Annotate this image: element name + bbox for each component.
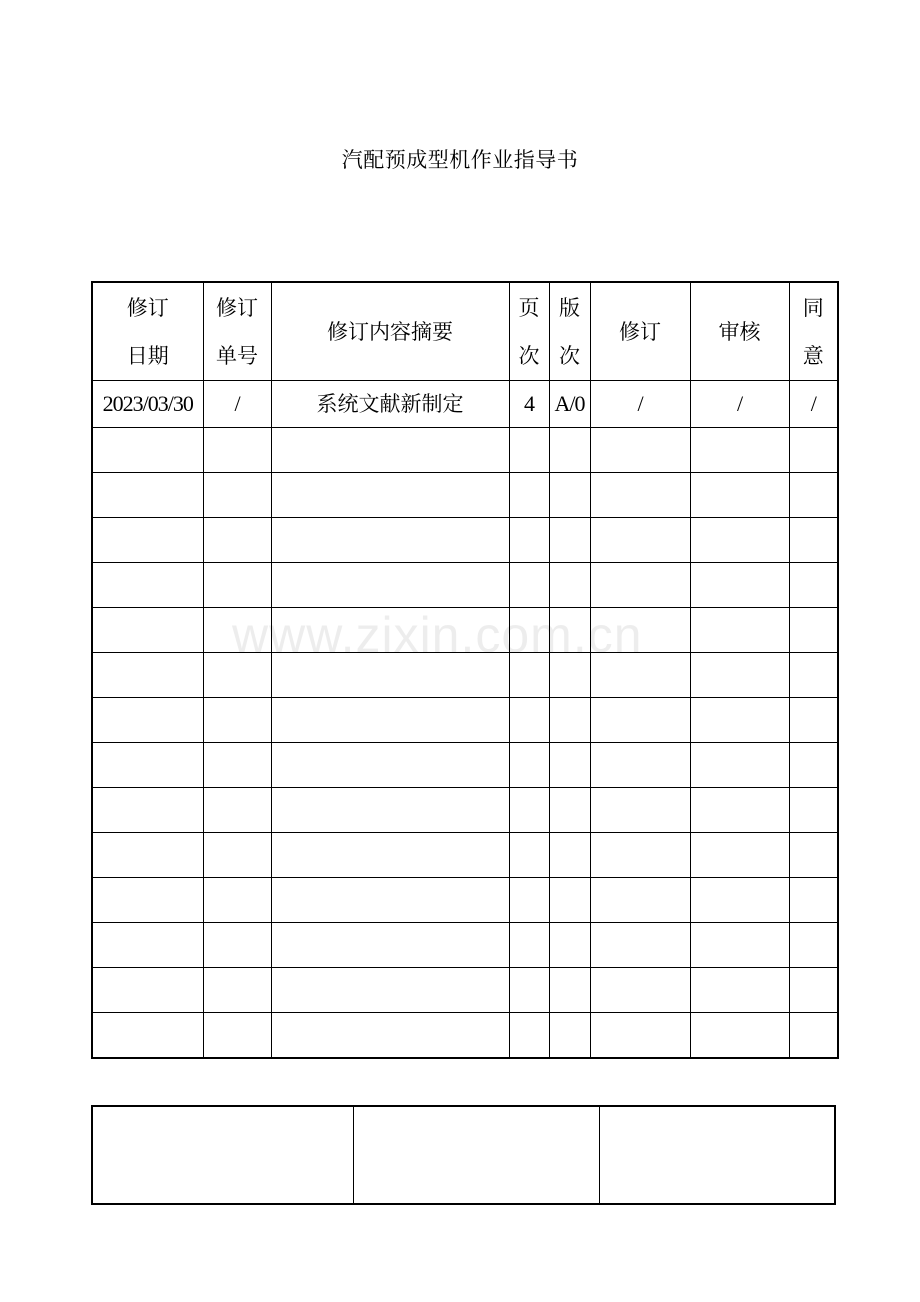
table-cell <box>271 788 509 833</box>
table-cell <box>509 923 549 968</box>
table-cell <box>92 518 203 563</box>
signature-row <box>92 1106 835 1204</box>
table-cell <box>509 878 549 923</box>
table-cell <box>590 833 690 878</box>
table-cell <box>92 878 203 923</box>
table-cell <box>590 563 690 608</box>
table-cell <box>271 698 509 743</box>
table-cell <box>203 788 271 833</box>
column-header <box>789 282 838 381</box>
table-cell <box>690 518 789 563</box>
table-cell <box>92 833 203 878</box>
table-cell <box>203 968 271 1013</box>
table-cell <box>690 563 789 608</box>
table-cell <box>690 878 789 923</box>
table-cell <box>271 878 509 923</box>
table-cell <box>203 1013 271 1059</box>
table-cell <box>789 788 838 833</box>
column-header <box>690 282 789 381</box>
table-cell <box>549 833 590 878</box>
column-header-line: 页 <box>518 295 540 320</box>
table-cell <box>549 473 590 518</box>
watermark: www.zixin.com.cn <box>232 607 643 663</box>
table-cell <box>590 608 690 653</box>
table-row <box>92 381 838 428</box>
table-cell <box>203 473 271 518</box>
table-cell <box>549 743 590 788</box>
table-cell: / <box>203 381 271 428</box>
table-cell <box>690 923 789 968</box>
table-cell <box>509 428 549 473</box>
table-cell <box>509 518 549 563</box>
table-cell <box>590 743 690 788</box>
table-cell <box>789 1013 838 1059</box>
table-cell <box>789 923 838 968</box>
table-cell <box>271 473 509 518</box>
table-cell <box>690 833 789 878</box>
table-cell <box>509 833 549 878</box>
table-cell <box>549 563 590 608</box>
table-cell <box>92 563 203 608</box>
table-row <box>92 608 838 653</box>
table-cell <box>789 833 838 878</box>
table-cell <box>203 923 271 968</box>
table-row <box>92 833 838 878</box>
table-cell: A/0 <box>549 381 590 428</box>
table-cell <box>789 968 838 1013</box>
table-cell <box>590 698 690 743</box>
table-cell <box>509 608 549 653</box>
signature-cell <box>599 1106 835 1204</box>
table-row <box>92 1013 838 1059</box>
column-header <box>549 282 590 381</box>
table-cell <box>549 878 590 923</box>
table-cell <box>789 653 838 698</box>
table-cell <box>271 518 509 563</box>
table-row <box>92 923 838 968</box>
table-cell <box>590 788 690 833</box>
table-cell <box>271 1013 509 1059</box>
table-cell <box>590 428 690 473</box>
table-cell <box>203 428 271 473</box>
table-cell <box>271 563 509 608</box>
column-header-line: 次 <box>559 343 580 368</box>
column-header <box>92 282 203 381</box>
table-cell <box>549 968 590 1013</box>
table-cell <box>509 1013 549 1059</box>
table-cell <box>549 923 590 968</box>
table-cell <box>203 833 271 878</box>
table-row <box>92 473 838 518</box>
table-cell <box>271 923 509 968</box>
signature-table <box>91 1105 836 1205</box>
table-cell <box>590 878 690 923</box>
table-cell: 2023/03/30 <box>92 381 203 428</box>
table-row <box>92 743 838 788</box>
table-cell <box>509 653 549 698</box>
table-cell <box>509 563 549 608</box>
table-cell <box>549 698 590 743</box>
column-header-line: 日期 <box>126 343 169 368</box>
table-cell <box>690 608 789 653</box>
column-header-line: 意 <box>802 343 824 368</box>
table-cell <box>590 653 690 698</box>
signature-cell <box>92 1106 353 1204</box>
table-cell <box>509 968 549 1013</box>
column-header-line: 修订 <box>216 295 258 320</box>
table-cell <box>92 743 203 788</box>
table-cell <box>271 608 509 653</box>
table-row <box>92 653 838 698</box>
column-header <box>271 282 509 381</box>
table-cell: / <box>789 381 838 428</box>
table-cell <box>690 968 789 1013</box>
table-cell <box>590 1013 690 1059</box>
column-header-line: 版 <box>559 295 580 320</box>
table-cell <box>92 608 203 653</box>
table-cell <box>789 878 838 923</box>
column-header <box>509 282 549 381</box>
table-cell <box>549 788 590 833</box>
column-header <box>203 282 271 381</box>
table-cell <box>690 698 789 743</box>
column-header-line: 单号 <box>216 343 258 368</box>
table-cell <box>271 833 509 878</box>
table-cell <box>203 698 271 743</box>
table-cell <box>92 923 203 968</box>
column-header-line: 修订内容摘要 <box>327 319 453 344</box>
header-row <box>92 282 838 381</box>
table-row <box>92 518 838 563</box>
table-cell <box>690 788 789 833</box>
table-cell <box>509 473 549 518</box>
table-cell <box>92 698 203 743</box>
column-header-line: 次 <box>518 343 540 368</box>
table-cell <box>92 1013 203 1059</box>
table-cell <box>203 518 271 563</box>
table-row <box>92 968 838 1013</box>
table-row <box>92 563 838 608</box>
table-cell: / <box>590 381 690 428</box>
table-cell <box>509 788 549 833</box>
table-cell <box>203 743 271 788</box>
table-cell <box>590 473 690 518</box>
table-cell <box>789 608 838 653</box>
table-cell <box>203 563 271 608</box>
signature-cell <box>353 1106 599 1204</box>
table-cell <box>92 788 203 833</box>
revision-history-table <box>91 281 839 1059</box>
table-cell <box>690 473 789 518</box>
table-cell <box>690 653 789 698</box>
table-cell <box>203 878 271 923</box>
table-row <box>92 698 838 743</box>
column-header-line: 修订 <box>126 295 169 320</box>
table-cell <box>271 968 509 1013</box>
table-row <box>92 878 838 923</box>
table-cell <box>509 698 549 743</box>
table-cell <box>549 428 590 473</box>
table-cell <box>549 1013 590 1059</box>
table-cell: 系统文献新制定 <box>271 381 509 428</box>
table-cell <box>92 473 203 518</box>
table-cell <box>690 428 789 473</box>
table-cell <box>92 653 203 698</box>
table-cell <box>789 518 838 563</box>
column-header <box>590 282 690 381</box>
table-cell <box>271 743 509 788</box>
table-cell <box>690 743 789 788</box>
table-cell <box>271 428 509 473</box>
table-cell <box>789 743 838 788</box>
table-cell <box>549 608 590 653</box>
table-cell <box>203 608 271 653</box>
table-cell: 4 <box>509 381 549 428</box>
table-cell <box>549 518 590 563</box>
table-cell <box>549 653 590 698</box>
table-row <box>92 788 838 833</box>
table-cell <box>590 923 690 968</box>
table-cell <box>203 653 271 698</box>
table-cell <box>509 743 549 788</box>
table-cell <box>789 473 838 518</box>
table-cell <box>92 968 203 1013</box>
table-cell <box>789 563 838 608</box>
table-cell <box>690 1013 789 1059</box>
table-cell <box>789 428 838 473</box>
document-title: 汽配预成型机作业指导书 <box>341 148 579 172</box>
column-header-line: 修订 <box>619 319 661 344</box>
table-cell <box>271 653 509 698</box>
table-cell <box>590 968 690 1013</box>
table-cell <box>789 698 838 743</box>
column-header-line: 审核 <box>718 319 761 344</box>
column-header-line: 同 <box>802 295 824 320</box>
table-cell <box>590 518 690 563</box>
table-row <box>92 428 838 473</box>
table-cell: / <box>690 381 789 428</box>
table-cell <box>92 428 203 473</box>
